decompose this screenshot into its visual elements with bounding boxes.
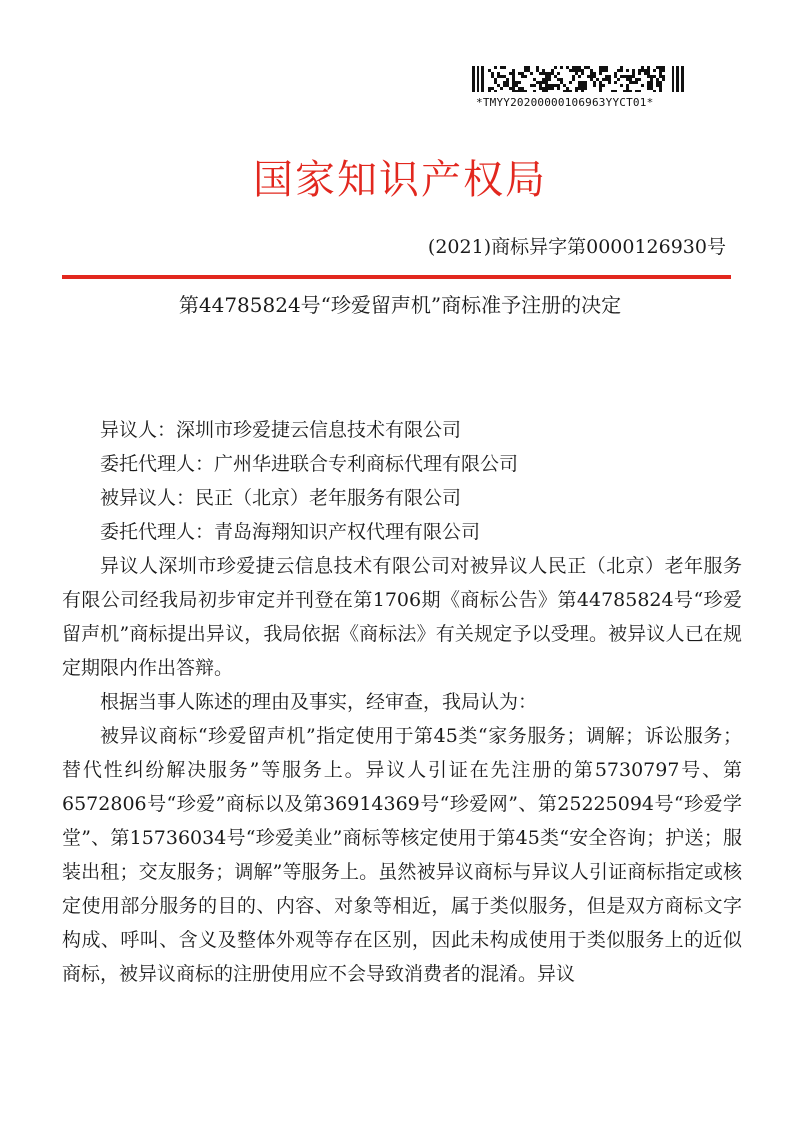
party-value: 深圳市珍爱捷云信息技术有限公司 [176,419,462,441]
paragraph: 根据当事人陈述的理由及事实，经审查，我局认为： [100,691,538,713]
paragraph: 异议人深圳市珍爱捷云信息技术有限公司对被异议人民正（北京）老年服务有限公司经我局初步审定并刊登在第1706期《商标公告》第44785824号“珍爱留声机”商标提出异议，我局依据《商标法》有关规定予以受理。被异议人已在规定期限内作出答辩。 [62,555,742,679]
party-value: 民正（北京）老年服务有限公司 [195,487,462,509]
party-label: 委托代理人： [100,453,215,475]
party-opponent [62,413,742,447]
party-label: 被异议人： [100,487,196,509]
barcode-image [472,66,684,92]
decision-title: 第44785824号“珍爱留声机”商标准予注册的决定 [178,293,622,317]
party-label: 异议人： [100,419,177,441]
party-value: 广州华进联合专利商标代理有限公司 [214,453,519,475]
party-label: 委托代理人： [100,521,215,543]
party-value: 青岛海翔知识产权代理有限公司 [214,521,481,543]
red-divider [62,275,731,279]
party-respondent [62,481,742,515]
agency-name: 国家知识产权局 [253,157,547,203]
paragraph: 被异议商标“珍爱留声机”指定使用于第45类“家务服务；调解；诉讼服务；替代性纠纷解决服务”等服务上。异议人引证在先注册的第5730797号、第6572806号“珍爱”商标以及第36914369号“珍爱网”、第25225094号“珍爱学堂”、第15736034号“珍爱美业”商标等核定使用于第45类“安全咨询；护送；服装出租；交友服务；调解”等服务上。虽然被异议商标与异议人引证商标指定或核定使用部分服务的目的、内容、对象等相近，属于类似服务，但是双方商标文字构成、呼叫、含义及整体外观等存在区别，因此未构成使用于类似服务上的近似商标，被异议商标的注册使用应不会导致消费者的混淆。异议 [62,725,742,985]
party-respondent-agent [62,515,742,549]
document-body [62,413,742,991]
party-opponent-agent [62,447,742,481]
barcode-number: *TMYY20200000106963YYCT01* [476,96,654,109]
document-number: (2021)商标异字第0000126930号 [427,236,726,258]
